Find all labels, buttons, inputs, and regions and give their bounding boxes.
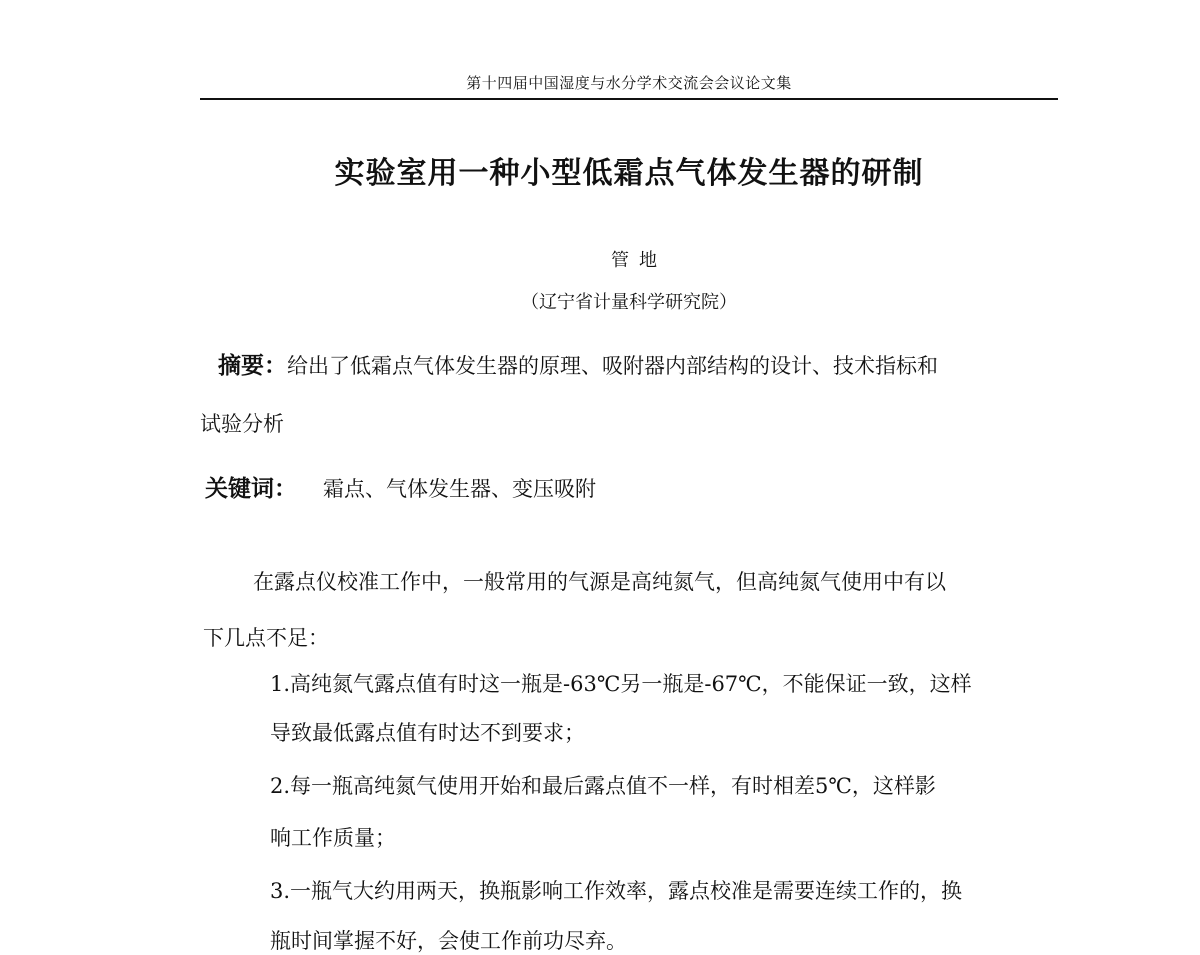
paper-title: 实验室用一种小型低霜点气体发生器的研制 — [334, 156, 924, 191]
abstract-text-line1: 给出了低霜点气体发生器的原理、吸附器内部结构的设计、技术指标和 — [287, 354, 938, 378]
list-item-1-line2: 导致最低露点值有时达不到要求； — [270, 721, 585, 745]
running-header: 第十四届中国湿度与水分学术交流会会议论文集 — [466, 74, 792, 92]
abstract-label: 摘要： — [218, 353, 287, 379]
keywords-text: 霜点、气体发生器、变压吸附 — [323, 477, 596, 501]
author-affiliation: （辽宁省计量科学研究院） — [521, 292, 737, 313]
list-item-2-line2: 响工作质量； — [270, 826, 396, 850]
intro-paragraph-line2: 下几点不足： — [203, 626, 329, 650]
header-rule — [200, 98, 1058, 100]
list-item-2-line1: 2.每一瓶高纯氮气使用开始和最后露点值不一样，有时相差5℃，这样影 — [270, 774, 936, 798]
intro-paragraph-line1: 在露点仪校准工作中，一般常用的气源是高纯氮气，但高纯氮气使用中有以 — [253, 570, 946, 594]
list-item-3-line1: 3.一瓶气大约用两天，换瓶影响工作效率，露点校准是需要连续工作的，换 — [270, 879, 963, 903]
keywords-label: 关键词： — [205, 476, 297, 502]
list-item-3-line2: 瓶时间掌握不好，会使工作前功尽弃。 — [270, 929, 627, 953]
keywords — [205, 470, 596, 503]
abstract — [218, 347, 938, 380]
author-name: 管地 — [611, 250, 667, 271]
list-item-1-line1: 1.高纯氮气露点值有时这一瓶是-63℃另一瓶是-67℃，不能保证一致，这样 — [270, 672, 972, 696]
abstract-text-line2: 试验分析 — [200, 412, 284, 436]
